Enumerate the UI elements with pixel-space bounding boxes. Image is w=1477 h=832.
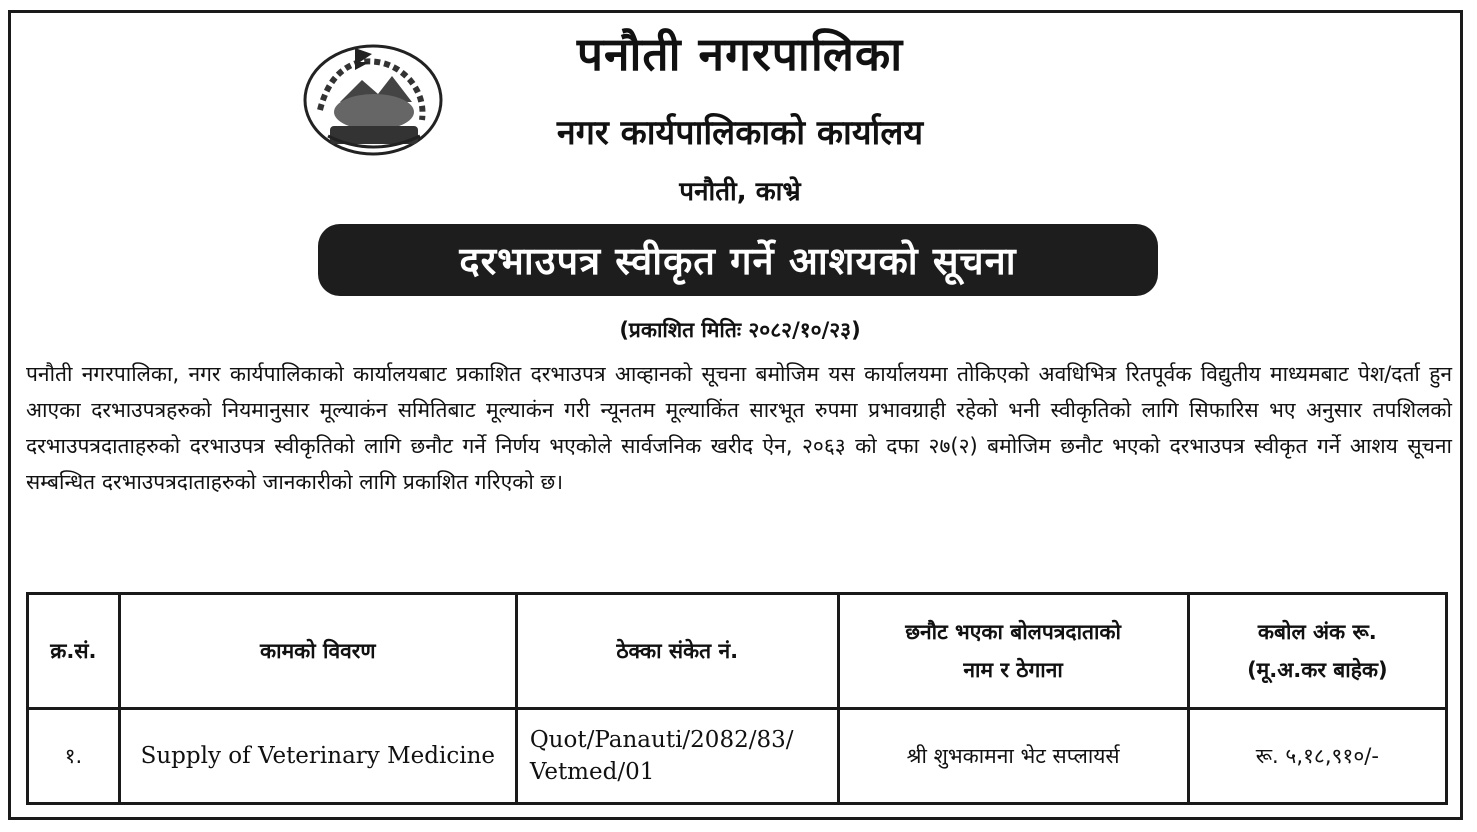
row-contract-code (516, 709, 838, 804)
notice-heading-banner (318, 224, 1158, 296)
office-subtitle: नगर कार्यपालिकाको कार्यालय (556, 113, 924, 153)
table-header-row (28, 594, 1447, 709)
header-description: कामको विवरण (119, 594, 516, 709)
row-sn: १. (28, 709, 120, 804)
selected-bids-table (26, 592, 1448, 805)
header-amount-line2: (मू.अ.कर बाहेक) (1247, 658, 1388, 682)
notice-heading: दरभाउपत्र स्वीकृत गर्ने आशयको सूचना (459, 239, 1017, 283)
office-location: पनौती, काभ्रे (679, 177, 801, 207)
header-amount-line1: कबोल अंक रू. (1257, 620, 1377, 644)
nepal-government-emblem-icon (300, 40, 446, 158)
row-description: Supply of Veterinary Medicine (119, 709, 516, 804)
row-contract-code-line2: Vetmed/01 (529, 759, 655, 785)
published-date: (प्रकाशित मितिः २०८२/१०/२३) (619, 318, 861, 342)
header-bidder (838, 594, 1188, 709)
header-bidder-line2: नाम र ठेगाना (963, 658, 1063, 682)
row-bidder: श्री शुभकामना भेट सप्लायर्स (838, 709, 1188, 804)
header-contract-code: ठेक्का संकेत नं. (516, 594, 838, 709)
header-amount (1188, 594, 1446, 709)
notice-body: पनौती नगरपालिका, नगर कार्यपालिकाको कार्यालयबाट प्रकाशित दरभाउपत्र आव्हानको सूचना बमोजिम यस कार्यालयमा तोकिएको अवधिभित्र रितपूर्वक विद्युतीय माध्यमबाट पेश/दर्ता हुन आएका दरभाउपत्रहरुको नियमानुसार मूल्याकंन समितिबाट मूल्याकंन गरी न्यूनतम मूल्याकिंत सारभूत रुपमा प्रभावग्राही रहेको भनी स्वीकृतिको लागि सिफारिस भए अनुसार तपशिलको दरभाउपत्रदाताहरुको दरभाउपत्र स्वीकृतिको लागि छनौट गर्ने निर्णय भएकोले सार्वजनिक खरीद ऐन, २०६३ को दफा २७(२) बमोजिम छनौट भएको दरभाउपत्र स्वीकृत गर्ने आशय सूचना सम्बन्धित दरभाउपत्रदाताहरुको जानकारीको लागि प्रकाशित गरिएको छ। (26, 362, 1452, 494)
table-row (28, 709, 1447, 804)
row-amount: रू. ५,१८,९१०/- (1188, 709, 1446, 804)
municipality-title: पनौती नगरपालिका (576, 27, 904, 81)
header-bidder-line1: छनौट भएका बोलपत्रदाताको (905, 620, 1121, 644)
header-sn: क्र.सं. (28, 594, 120, 709)
row-contract-code-line1: Quot/Panauti/2082/83/ (529, 727, 794, 753)
